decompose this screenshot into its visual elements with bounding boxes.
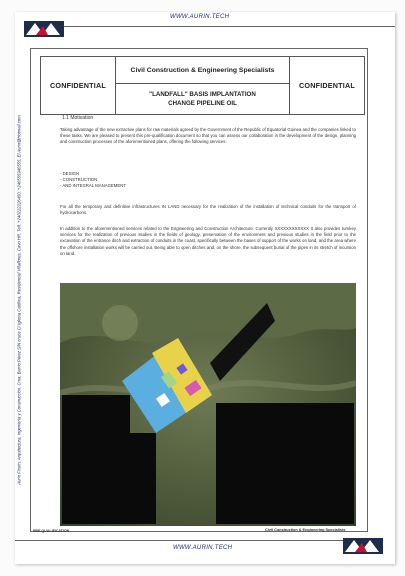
footer-url[interactable]: WWW.AURIN.TECH: [173, 545, 233, 551]
document-header-table: [40, 56, 365, 115]
footer-prequalification-label: PRE QUALIFICATION: [33, 529, 70, 533]
paragraph-intro: Taking advantage of the new extractive plans for raw materials agreed by the Government of the Republic of Equatorial Guinea and the companies linked to these tasks. We are pleased to present this pre-qualification document so that you can assess our collaboration in the development of the design, planning and construction processes of the aforementioned plans, offering the following services:: [60, 127, 356, 145]
project-title: [116, 84, 290, 115]
company-logo-icon: [24, 21, 64, 37]
header-rule: [50, 26, 395, 27]
list-item: - AND INTEGRAL MANAGEMENT: [60, 183, 126, 189]
section-heading: 1.1 Motivation: [62, 115, 94, 121]
paragraph-services: In addition to the aforementioned services related to the Engineering and Construction Architecture. Currently XXXXXXXXXXXX It also provides turnkey services for the realization of previous studies in the fields of geology, preservation of the environment and previous studies in the field prior to the excavation of the entrance ditch and extraction of conduits in the coast, specifically between the bases of support of the works on land, and the area where the offshore installation works will be carried out. Being able to open ditches and, on the shore, the subsequent burial of the pipes in its stretch of incursion on land.: [60, 226, 356, 256]
list-item: - CONSTRUCTION: [60, 177, 98, 183]
footer-company-label: Civil Construction & Engineering Specialists: [265, 528, 346, 532]
project-title-line1: "LANDFALL" BASIS IMPLANTATION: [149, 91, 256, 98]
paragraph-infrastructure: For all the temporary and definitive infrastructures IN LAND necessary for the realization of the installation of technical conduits for the transport of hydrocarbons.: [60, 204, 356, 216]
sidebar-contact-text: Aurin Firstin, Arquitectura, Ingeniería y Construcción. Cma. Barrio Pérez S/N cruce C/ Iglesia Católica, Residencial Villaflores, Cavo HR. Telf. +240222226450, +240555940555, El Aurin@Hotmail.com: [16, 115, 22, 485]
list-item: - DESIGN: [60, 171, 80, 176]
header-url[interactable]: WWW.AURIN.TECH: [170, 14, 230, 20]
confidential-left: CONFIDENTIAL: [41, 57, 116, 115]
project-title-line2: CHANGE PIPELINE OIL: [168, 100, 237, 107]
satellite-site-image: [60, 283, 356, 526]
company-logo-icon: [343, 538, 383, 554]
footer-rule: [15, 540, 360, 541]
confidential-right: CONFIDENTIAL: [290, 57, 365, 115]
services-list: [60, 171, 356, 190]
company-title: Civil Construction & Engineering Specialists: [116, 57, 290, 84]
